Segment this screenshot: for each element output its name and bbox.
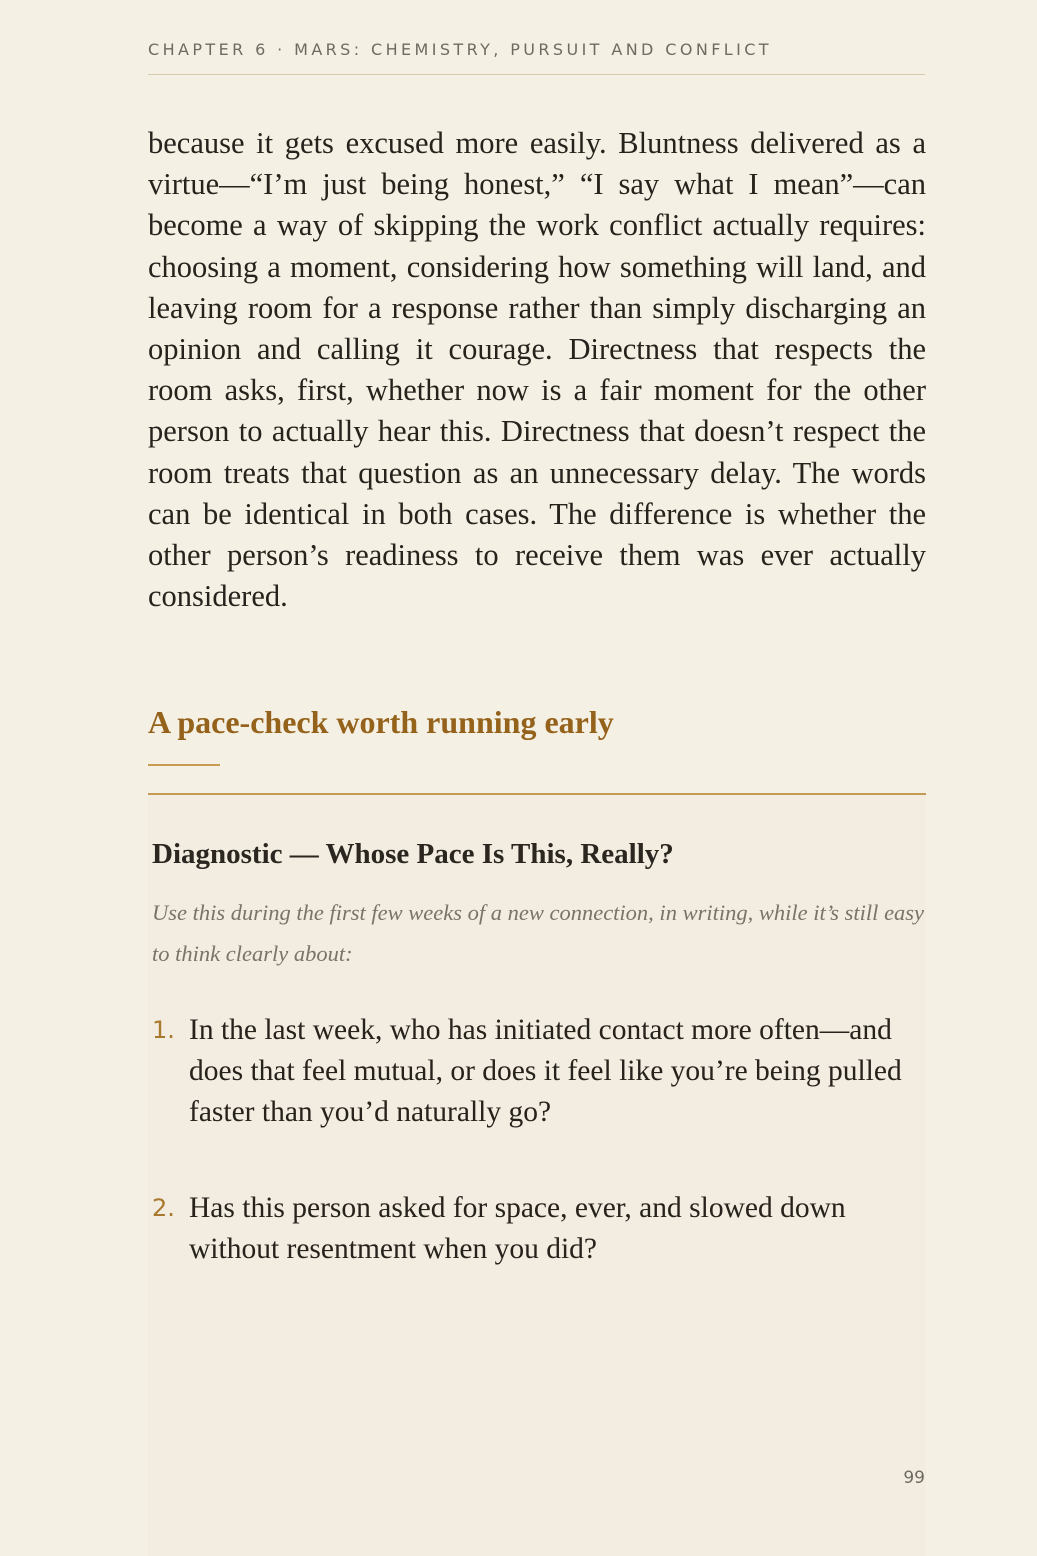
page-number: 99 bbox=[903, 1468, 925, 1488]
heading-underline bbox=[148, 764, 220, 766]
header-divider bbox=[148, 74, 925, 75]
question-text: In the last week, who has initiated contact more often—and does that feel mutual, or does it feel like you’re being pulled faster than you’d naturally go? bbox=[189, 1014, 902, 1128]
diagnostic-intro: Use this during the first few weeks of a new connection, in writing, while it’s still easy to think clearly about: bbox=[152, 900, 925, 966]
diagnostic-title: Diagnostic — Whose Pace Is This, Really? bbox=[152, 838, 674, 870]
question-text: Has this person asked for space, ever, and slowed down without resentment when you did? bbox=[189, 1192, 846, 1265]
section-heading: A pace-check worth running early bbox=[148, 704, 614, 740]
question-number: 1. bbox=[152, 1016, 175, 1044]
question-number: 2. bbox=[152, 1194, 175, 1222]
body-paragraph: because it gets excused more easily. Bluntness delivered as a virtue—“I’m just being honest,” “I say what I mean”—can become a way of skipping the work conflict actually requires: choosing a moment, considering how something will land, and leaving room for a response rather than simply discharging an opinion and calling it courage. Directness that respects the room asks, first, whether now is a fair moment for the other person to actually hear this. Directness that doesn’t respect the room treats that question as an unnecessary delay. The words can be identical in both cases. The difference is whether the other person’s readiness to receive them was ever actually considered. bbox=[148, 126, 926, 614]
running-header: CHAPTER 6 · MARS: CHEMISTRY, PURSUIT AND CONFLICT bbox=[148, 40, 772, 59]
